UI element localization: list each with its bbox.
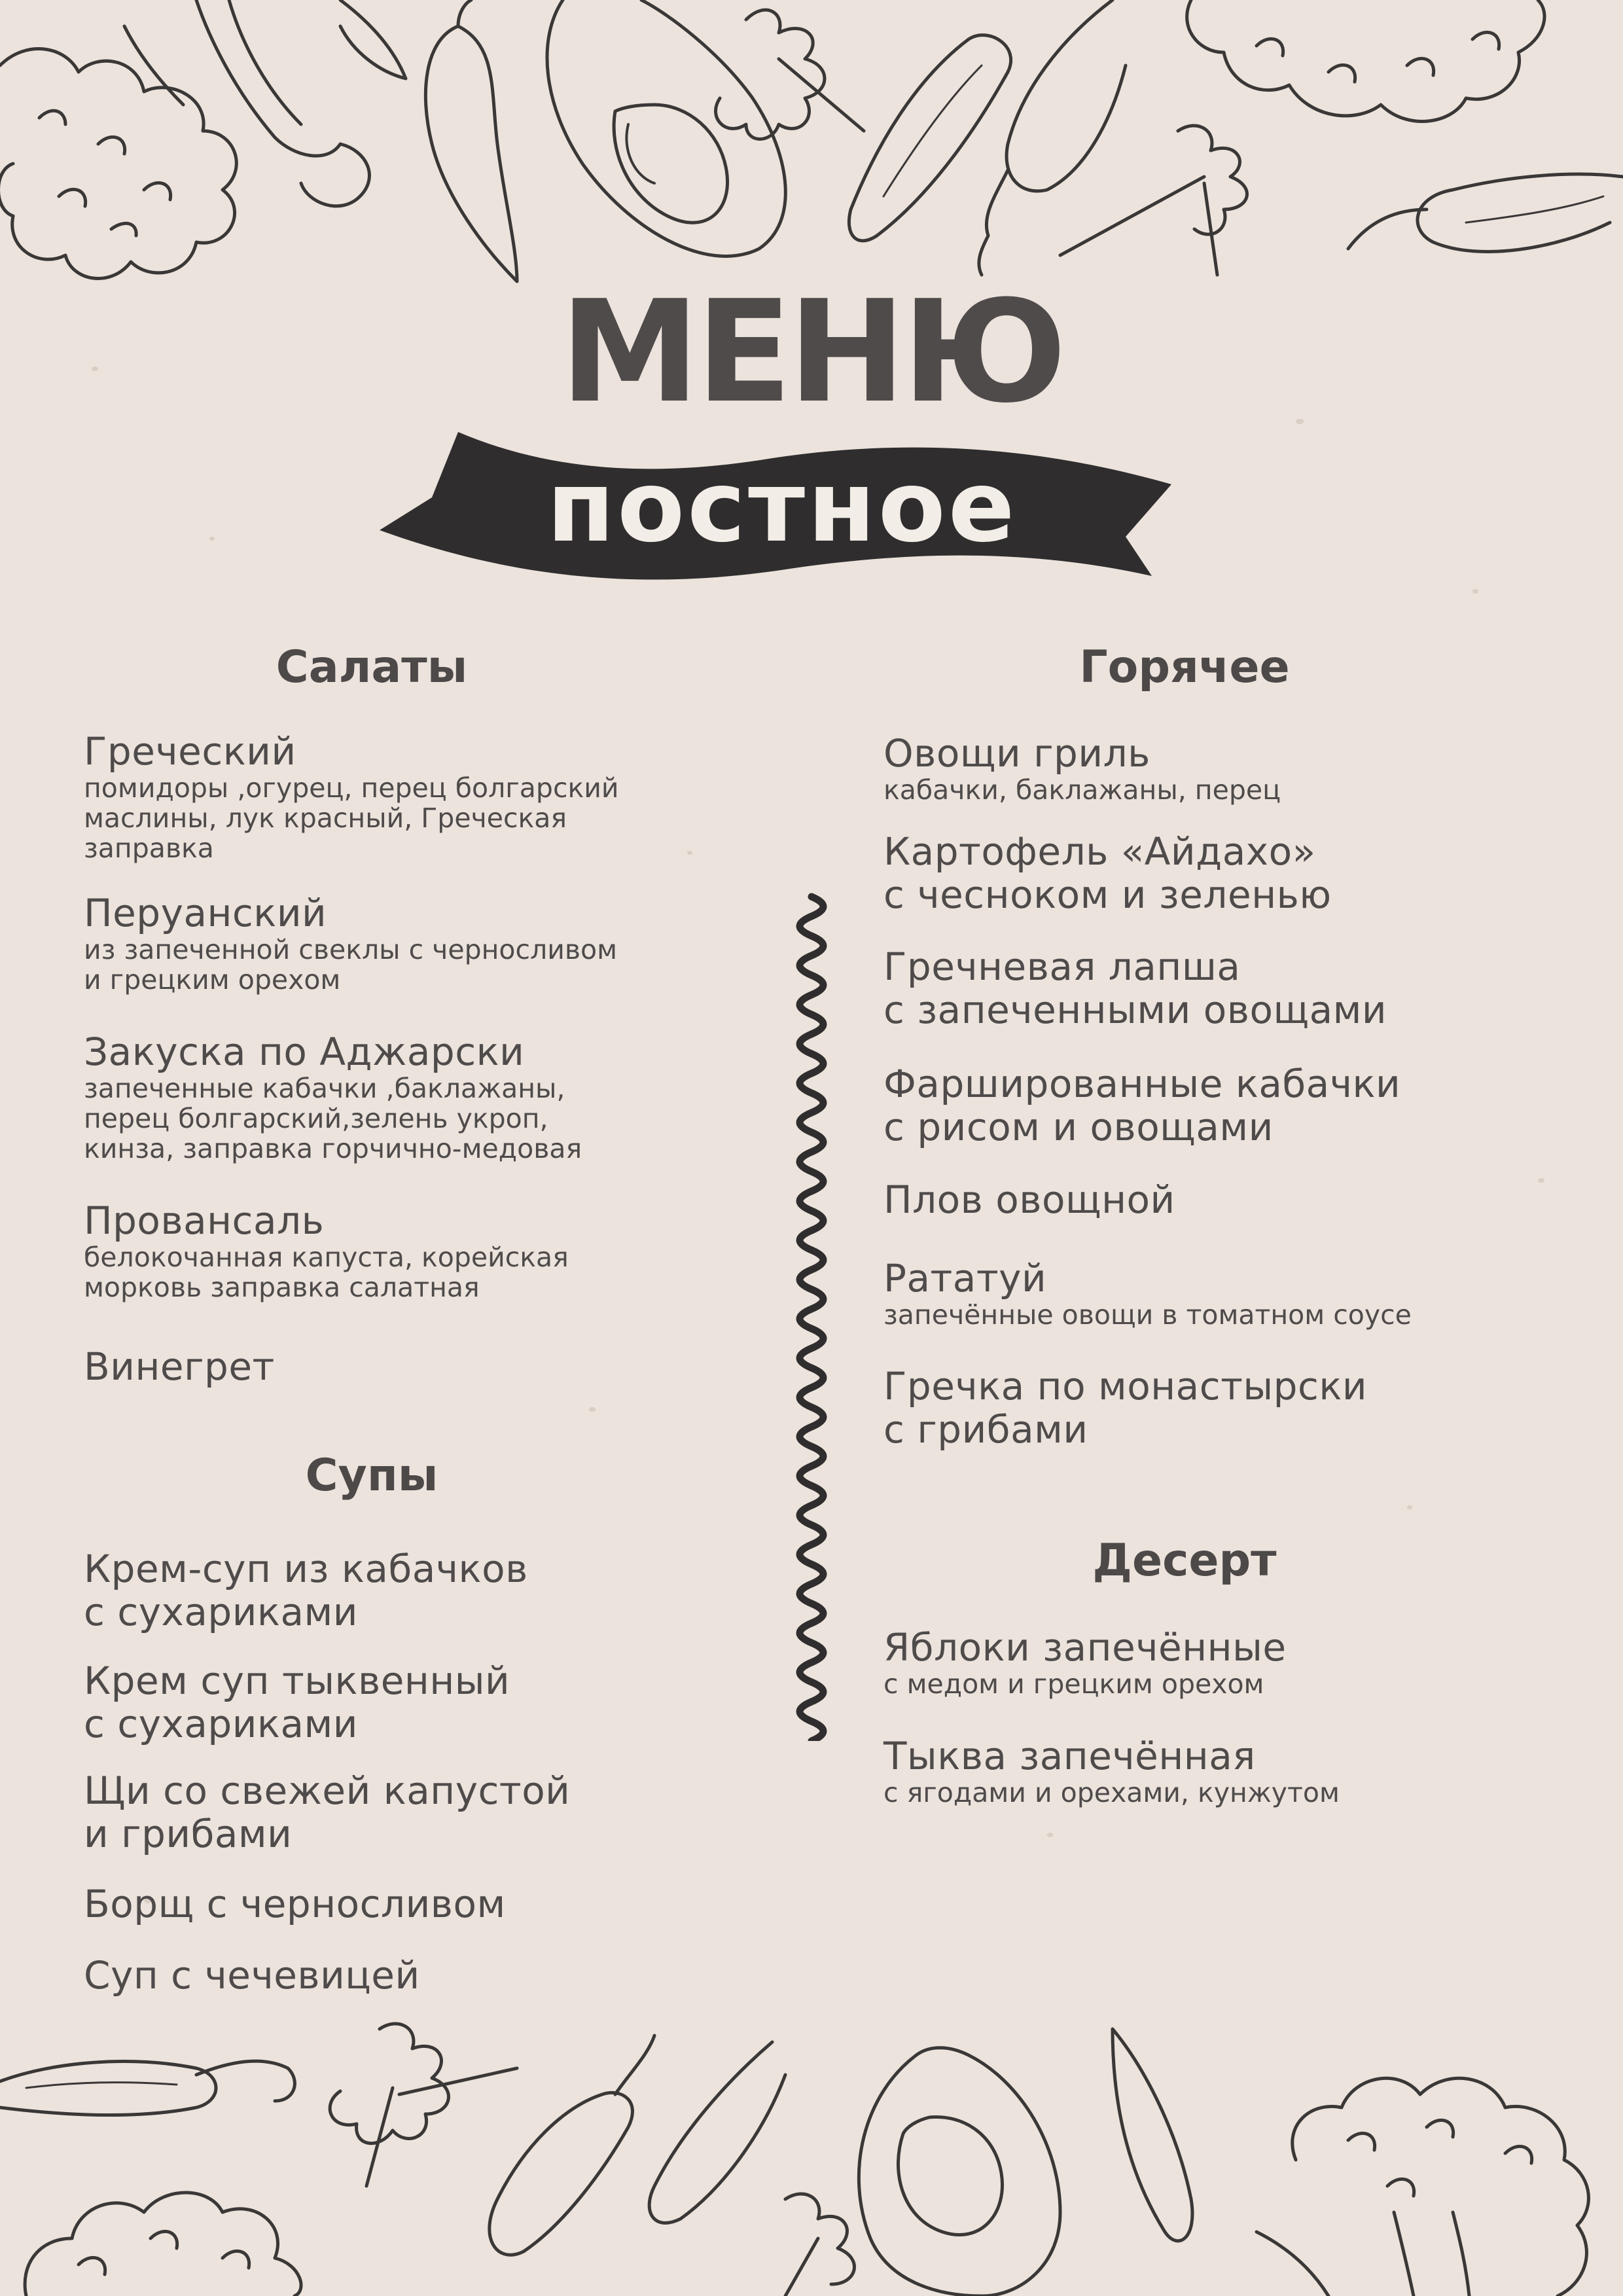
cauliflower-icon [0,0,369,278]
soups-title: Супы [305,1450,438,1501]
menu-item [883,945,1387,1031]
item-desc: кинза, заправка горчично-медовая [84,1133,582,1164]
salads-title: Салаты [276,641,468,693]
item-desc: перец болгарский,зелень укроп, [84,1103,548,1134]
item-desc: кабачки, баклажаны, перец [883,774,1281,806]
item-desc: морковь заправка салатная [84,1272,480,1303]
menu-item [84,1547,528,1634]
item-name: Борщ с черносливом [84,1882,506,1926]
avocado-icon [859,2029,1192,2296]
chili-pepper-icon [490,2036,785,2255]
item-name: с сухариками [84,1590,358,1634]
item-desc: заправка [84,833,214,864]
item-desc: с медом и грецким орехом [883,1668,1264,1700]
parsley-icon [716,10,1247,275]
menu-item [84,1769,570,1856]
top-vegetable-border [0,0,1623,308]
menu-item [84,1659,510,1746]
item-desc: помидоры ,огурец, перец болгарский [84,772,619,804]
cauliflower-icon [1257,2078,1588,2296]
wavy-divider [782,890,841,1741]
item-name: Овощи гриль [883,731,1150,776]
menu-item [883,1178,1175,1221]
item-name: с чесноком и зеленью [883,872,1332,917]
item-name: Щи со свежей капустой [84,1768,571,1813]
parsley-icon [330,2024,854,2296]
item-name: Суп с чечевицей [84,1953,420,1998]
menu-item [883,1365,1367,1451]
menu-item [84,1345,275,1388]
cauliflower-icon [25,2193,301,2296]
bottom-vegetable-border [0,2016,1623,2296]
item-desc: и грецким орехом [84,964,341,996]
chili-pepper-icon [1348,174,1623,251]
item-name: Греческий [84,729,296,774]
menu-item [883,830,1332,916]
item-name: Перуанский [84,891,327,935]
hot-title: Горячее [1079,641,1290,693]
menu-item [84,1882,506,1926]
menu-item [84,891,617,995]
item-name: Яблоки запечённые [883,1625,1287,1670]
menu-item [84,730,619,863]
menu-item [84,1030,582,1164]
menu-item [883,732,1281,805]
item-name: Гречка по монастырски [883,1364,1368,1408]
item-name: Провансаль [84,1198,325,1243]
item-desc: белокочанная капуста, корейская [84,1242,569,1273]
item-name: с сухариками [84,1702,358,1746]
item-desc: из запеченной свеклы с черносливом [84,934,618,965]
menu-item [883,1734,1340,1808]
item-desc: маслины, лук красный, Греческая [84,802,567,834]
item-name: Крем-суп из кабачков [84,1547,528,1591]
dessert-title: Десерт [1092,1535,1277,1587]
item-name: и грибами [84,1812,293,1856]
item-name: Закуска по Аджарски [84,1030,525,1074]
item-name: Рататуй [883,1256,1047,1300]
menu-item [84,1199,569,1302]
menu-subtitle: постное [546,450,1018,564]
menu-item [883,1257,1412,1330]
item-desc: с ягодами и орехами, кунжутом [883,1777,1340,1808]
menu-item [883,1062,1400,1149]
item-name: с рисом и овощами [883,1105,1274,1149]
item-name: с грибами [883,1407,1088,1452]
menu-item [84,1954,420,1997]
item-name: Фаршированные кабачки [883,1062,1401,1106]
item-desc: запечённые овощи в томатном соусе [883,1299,1412,1331]
menu-item [883,1626,1287,1699]
item-desc: запеченные кабачки ,баклажаны, [84,1073,565,1104]
item-name: Плов овощной [883,1177,1175,1222]
item-name: Винегрет [84,1344,275,1389]
item-name: Крем суп тыквенный [84,1659,510,1703]
item-name: Гречневая лапша [883,944,1241,989]
cauliflower-icon [1187,0,1544,121]
cucumber-icon [849,0,1126,275]
item-name: с запеченными овощами [883,988,1387,1032]
page-title: МЕНЮ [560,270,1063,434]
avocado-icon [547,0,785,256]
chili-pepper-icon [340,0,517,281]
item-name: Тыква запечённая [883,1734,1256,1778]
item-name: Картофель «Айдахо» [883,829,1316,874]
cucumber-icon [0,2061,294,2115]
